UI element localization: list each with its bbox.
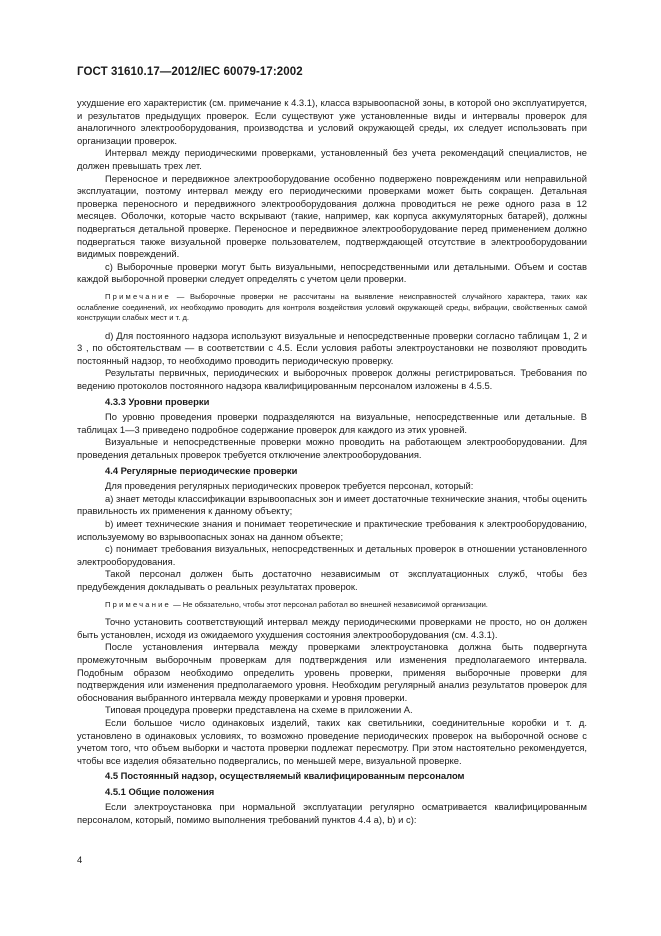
paragraph: Результаты первичных, периодических и выборочных проверок должны регистрироваться. Требования по ведению протоколов постоянного надзора квалифицированным персоналом изложены в 4.5.5. <box>77 367 587 392</box>
paragraph: По уровню проведения проверки подразделяются на визуальные, непосредственные или детальные. В таблицах 1—3 приведено подробное содержание проверок для каждого из этих уровней. <box>77 411 587 435</box>
list-item-b: b) имеет технические знания и понимает теоретические и практические требования к электрооборудованию, используемому во взрывоопасных зонах на данном объекте; <box>77 518 587 542</box>
note <box>77 292 587 324</box>
paragraph: Если электроустановка при нормальной эксплуатации регулярно осматривается квалифицированным персоналом, который, помимо выполнения требований пунктов 4.4 a), b) и c): <box>77 801 587 826</box>
section-heading-4-5-1: 4.5.1 Общие положения <box>105 785 215 797</box>
section-heading-4-4: 4.4 Регулярные периодические проверки <box>105 464 298 476</box>
paragraph: Интервал между периодическими проверками, установленный без учета рекомендаций специалистов, не должен превышать трех лет. <box>77 147 587 171</box>
paragraph: Типовая процедура проверки представлена на схеме в приложении А. <box>105 704 413 716</box>
paragraph: Такой персонал должен быть достаточно независимым от эксплуатационных служб, чтобы без предубеждения докладывать о реальных результатах проверок. <box>77 568 587 592</box>
section-heading-4-5: 4.5 Постоянный надзор, осуществляемый квалифицированным персоналом <box>105 770 465 782</box>
note-text: Не обязательно, чтобы этот персонал работал во внешней независимой организации. <box>182 599 488 609</box>
section-heading-4-3-3: 4.3.3 Уровни проверки <box>105 395 210 407</box>
note-label: Примечание <box>105 599 171 609</box>
paragraph: Визуальные и непосредственные проверки можно проводить на работающем электрооборудовании. Для проведения детальных проверок требуется отключение электрооборудования. <box>77 436 587 461</box>
paragraph: Если большое число одинаковых изделий, таких как светильники, соединительные коробки и т. д. установлено в одинаковых условиях, то возможно проведение периодических проверок на выборочной основе с учетом того, что объем выборки и частота проверки подлежат пересмотру. При этом настоятельно рекомендуется, чтобы все изделия обязательно подвергались, по меньшей мере, визуальной проверке. <box>77 716 587 766</box>
note-label: Примечание <box>105 291 171 301</box>
list-item-c: c) Выборочные проверки могут быть визуальными, непосредственными или детальными. Объем и состав каждой выборочной проверки следует определять с учетом цели проверки. <box>77 260 587 285</box>
paragraph: После установления интервала между проверками электроустановка должна быть подвергнута промежуточным выборочным проверкам для подтверждения или изменения предполагаемого интервала. Подобным образом необходимо определить уровень проверки, применяя выборочные проверки для подтверждения или изменения предполагаемого уровня. Необходим регулярный анализ результатов проверок для обоснования выбранного интервала между проверками и уровня проверки. <box>77 641 587 703</box>
paragraph: ухудшение его характеристик (см. примечание к 4.3.1), класса взрывоопасной зоны, в которой оно эксплуатируется, и результатов предыдущих проверок. Если существуют уже установленные виды и интервалы проверок для аналогичного электрооборудования, производства и условий окружающей среды, их следует использовать при организации проверок. <box>77 97 587 146</box>
page-number: 4 <box>77 854 83 865</box>
paragraph: Точно установить соответствующий интервал между периодическими проверками не просто, но он должен быть установлен, исходя из ожидаемого ухудшения состояния электрооборудования (см. 4.3.1). <box>77 616 587 640</box>
list-item-c: c) понимает требования визуальных, непосредственных и детальных проверок в отношении установленного электрооборудования. <box>77 543 587 567</box>
list-item-a: a) знает методы классификации взрывоопасных зон и имеет достаточные технические знания, чтобы оценить правильность их применения к данному объекту; <box>77 492 587 517</box>
list-item-d: d) Для постоянного надзора используют визуальные и непосредственные проверки согласно таблицам 1, 2 и 3 , по обстоятельствам — в соответствии с 4.5. Если условия работы электроустановки не позволяют проводить постоянный надзор, то необходимо проводить периодическую проверку. <box>77 329 587 366</box>
document-header: ГОСТ 31610.17—2012/IEC 60079-17:2002 <box>77 66 303 78</box>
paragraph: Для проведения регулярных периодических проверок требуется персонал, который: <box>105 480 474 492</box>
document-body <box>77 97 587 827</box>
note <box>77 600 587 611</box>
note-dash: — <box>170 291 191 301</box>
paragraph: Переносное и передвижное электрооборудование особенно подвержено повреждениям или неправильной эксплуатации, поэтому интервал между его периодическими проверками может быть сокращен. Детальная проверка переносного и передвижного электрооборудования должна проводиться не реже одного раза в 12 месяцев. Оболочки, которые часто вскрывают (такие, например, как корпуса аккумуляторных батарей), должны подвергаться детальной проверке. Переносное и передвижное электрооборудование перед применением должно подвергаться также визуальной проверке пользователем, подтверждающей отсутствие в электрооборудовании видимых повреждений. <box>77 172 587 260</box>
note-text: Выборочные проверки не рассчитаны на выявление неисправностей случайного характера, таких как ослабление соединений, их необходимо проводить для контроля воздействия условий окружающей среды, вибрации, свойственных самой конструкции слабых мест и т. д. <box>77 291 587 323</box>
note-dash: — <box>170 599 183 609</box>
